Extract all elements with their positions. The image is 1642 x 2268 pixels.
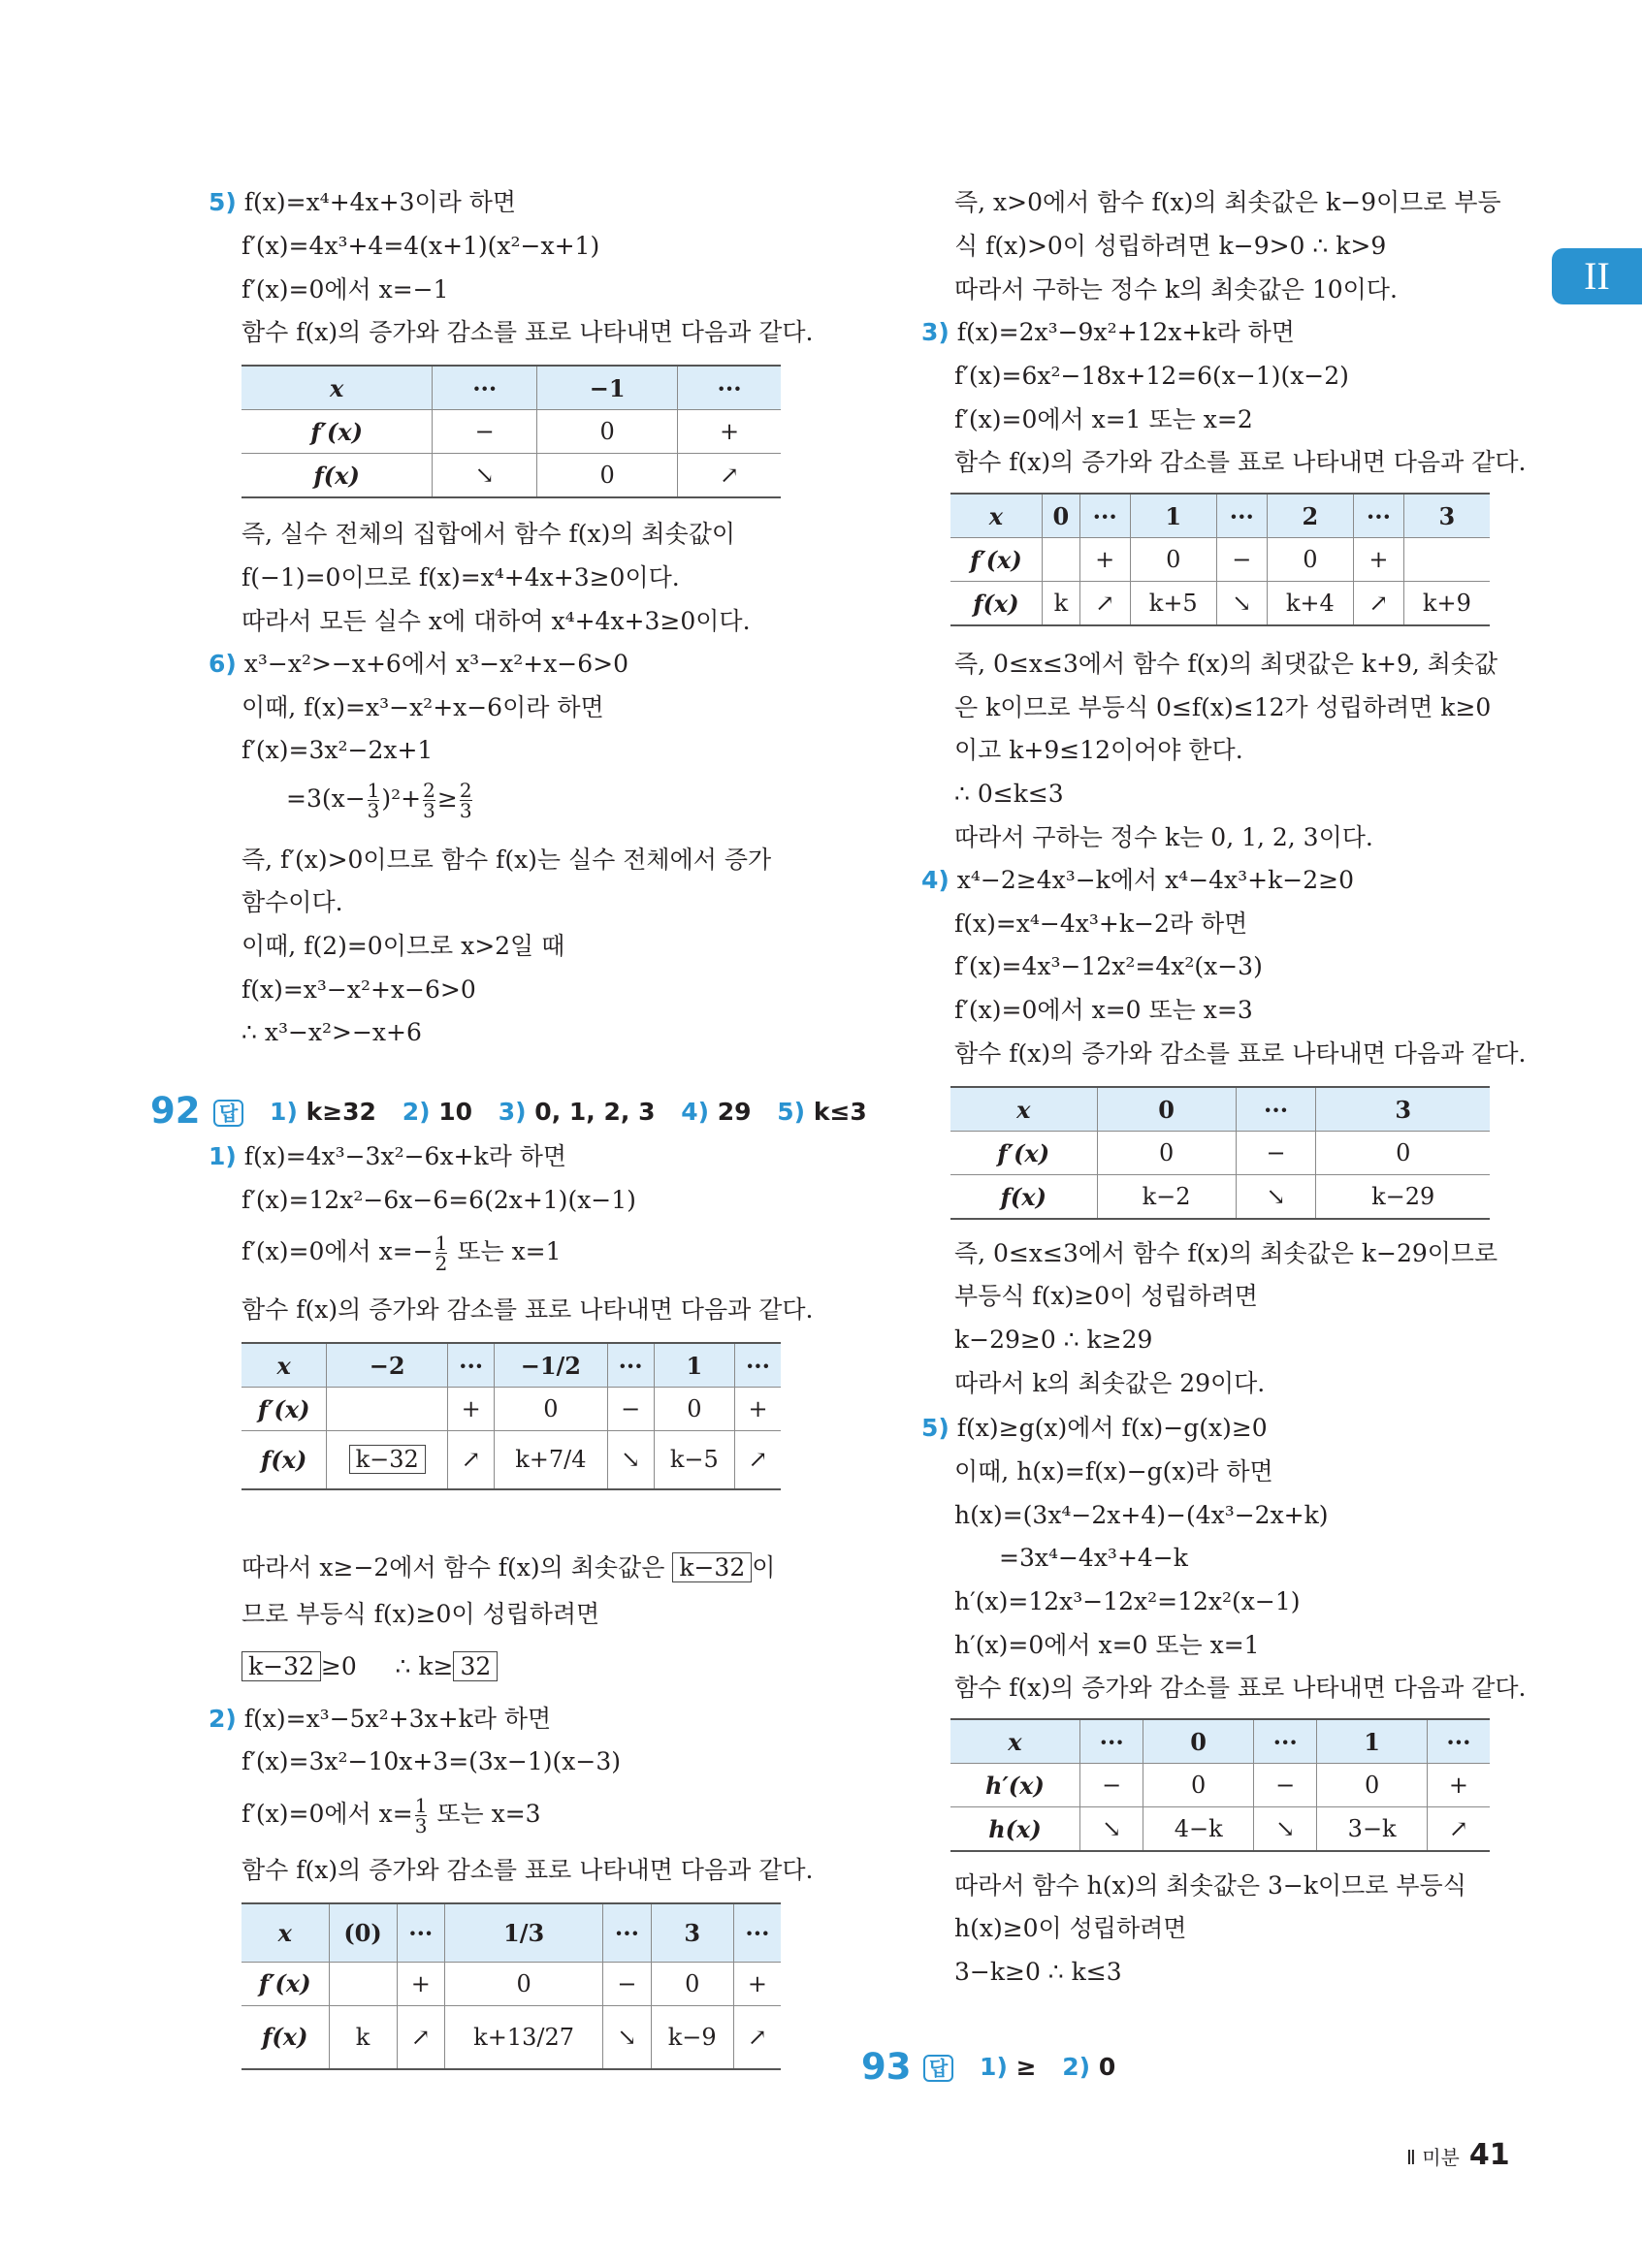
- line: f′(x)=4x³−12x²=4x²(x−3): [954, 952, 1263, 980]
- line: 따라서 함수 h(x)의 최솟값은 3−k이므로 부등식: [954, 1871, 1466, 1900]
- table-cell: −: [607, 1388, 654, 1431]
- line: 즉, 0≤x≤3에서 함수 f(x)의 최댓값은 k+9, 최솟값: [954, 650, 1498, 678]
- table-cell: 3−k: [1317, 1807, 1427, 1852]
- table-cell: x: [241, 1343, 327, 1388]
- table-cell: ↘: [433, 454, 537, 498]
- table-cell: ↘: [603, 2005, 651, 2069]
- line: ∴ x³−x²>−x+6: [241, 1018, 422, 1046]
- line: f′(x)=3x²−10x+3=(3x−1)(x−3): [241, 1747, 621, 1775]
- line: x³−x²>−x+6에서 x³−x²+x−6>0: [243, 650, 629, 678]
- table-cell: (0): [329, 1903, 397, 1962]
- line: f′(x)=0에서 x=1 또는 x=2: [954, 405, 1253, 433]
- table-cell: 0: [537, 454, 678, 498]
- table-cell: +: [1079, 538, 1130, 582]
- table-cell: −2: [327, 1343, 448, 1388]
- line: f′(x)=0에서 x=0 또는 x=3: [954, 996, 1253, 1024]
- line: 함수 f(x)의 증가와 감소를 표로 나타내면 다음과 같다.: [241, 1295, 814, 1324]
- table-cell: 0: [1097, 1132, 1236, 1175]
- table-cell: 3: [1403, 494, 1490, 538]
- line: 따라서 모든 실수 x에 대하여 x⁴+4x+3≥0이다.: [241, 607, 751, 635]
- variation-table-92-5: [950, 1718, 1490, 1852]
- line: 이때, h(x)=f(x)−g(x)라 하면: [954, 1457, 1273, 1485]
- table-cell: k+13/27: [444, 2005, 602, 2069]
- table-cell: f′(x): [241, 410, 433, 454]
- table-cell: ↘: [607, 1431, 654, 1489]
- line: 함수 f(x)의 증가와 감소를 표로 나타내면 다음과 같다.: [954, 1674, 1527, 1702]
- table-cell: ↘: [1253, 1807, 1317, 1852]
- problem-6: [209, 648, 628, 681]
- problem-92-4: 4) x⁴−2≥4x³−k에서 x⁴−4x³+k−2≥0: [921, 866, 1354, 894]
- line: =3x⁴−4x³+4−k: [999, 1544, 1188, 1572]
- table-cell: −: [1216, 538, 1267, 582]
- table-cell: ↘: [1079, 1807, 1143, 1852]
- table-cell: 1/3: [444, 1903, 602, 1962]
- footer-section: Ⅱ 미분: [1406, 2146, 1460, 2169]
- chapter-tab: II: [1552, 248, 1642, 304]
- table-cell: ···: [1354, 494, 1404, 538]
- table-cell: k: [329, 2005, 397, 2069]
- table-cell: 0: [651, 1962, 733, 2005]
- table-cell: ···: [1079, 1719, 1143, 1764]
- table-cell: ↗: [448, 1431, 495, 1489]
- table-cell: 1: [654, 1343, 734, 1388]
- table-cell: k−9: [651, 2005, 733, 2069]
- section-number-93: 93: [861, 2046, 912, 2088]
- table-cell: ↗: [1079, 582, 1130, 626]
- line: 함수 f(x)의 증가와 감소를 표로 나타내면 다음과 같다.: [954, 1039, 1527, 1068]
- table-cell: x: [241, 1903, 329, 1962]
- table-cell: 3: [1316, 1087, 1490, 1132]
- line: f′(x)=0에서 x=− $\frac{1}{2}$ 또는 x=1: [241, 1231, 562, 1275]
- table-cell: +: [734, 1388, 781, 1431]
- table-cell: [329, 1962, 397, 2005]
- line: ∴ 0≤k≤3: [954, 780, 1064, 808]
- table-cell: k+7/4: [495, 1431, 607, 1489]
- table-cell: k+9: [1403, 582, 1490, 626]
- answer-tag: 답: [923, 2055, 953, 2082]
- line: f(−1)=0이므로 f(x)=x⁴+4x+3≥0이다.: [241, 563, 680, 591]
- table-cell: k−29: [1316, 1175, 1490, 1220]
- table-cell: f(x): [241, 1431, 327, 1489]
- problem-5: [209, 186, 516, 219]
- table-cell: f′(x): [241, 1962, 329, 2005]
- table-cell: ···: [733, 1903, 781, 1962]
- problem-label: 6): [209, 650, 237, 678]
- line: f(x)=x⁴+4x+3이라 하면: [243, 188, 517, 216]
- line: k−32 ≥0 ∴ k≥ 32: [241, 1650, 498, 1683]
- table-cell: 0: [1097, 1087, 1236, 1132]
- line: 함수 f(x)의 증가와 감소를 표로 나타내면 다음과 같다.: [241, 318, 814, 346]
- table-cell: −1/2: [495, 1343, 607, 1388]
- variation-table-92-1: [241, 1342, 781, 1490]
- table-cell: k−5: [654, 1431, 734, 1489]
- table-cell: −: [603, 1962, 651, 2005]
- variation-table-92-4: [950, 1086, 1490, 1220]
- table-cell: f′(x): [950, 538, 1042, 582]
- table-cell: −1: [537, 366, 678, 410]
- table-cell: ···: [433, 366, 537, 410]
- table-cell: [1403, 538, 1490, 582]
- table-cell: 0: [537, 410, 678, 454]
- table-cell: ↗: [397, 2005, 444, 2069]
- table-cell: k−2: [1097, 1175, 1236, 1220]
- line: h′(x)=0에서 x=0 또는 x=1: [954, 1631, 1260, 1659]
- table-cell: +: [448, 1388, 495, 1431]
- table-cell: 0: [1143, 1764, 1253, 1807]
- line: f′(x)=3x²−2x+1: [241, 736, 434, 764]
- table-cell: k+5: [1130, 582, 1216, 626]
- line: 즉, 실수 전체의 집합에서 함수 f(x)의 최솟값이: [241, 520, 736, 548]
- table-cell: ↘: [1236, 1175, 1316, 1220]
- problem-92-5: 5) f(x)≥g(x)에서 f(x)−g(x)≥0: [921, 1414, 1268, 1442]
- table-cell: h′(x): [950, 1764, 1079, 1807]
- table-cell: ···: [448, 1343, 495, 1388]
- problem-label: 3): [921, 318, 950, 346]
- table-cell: f(x): [241, 454, 433, 498]
- variation-table-92-3: [950, 493, 1490, 626]
- problem-label: 2): [209, 1705, 237, 1733]
- line: 따라서 구하는 정수 k는 0, 1, 2, 3이다.: [954, 823, 1373, 851]
- table-cell: 0: [444, 1962, 602, 2005]
- table-cell: −: [433, 410, 537, 454]
- line: 이때, f(x)=x³−x²+x−6이라 하면: [241, 693, 604, 721]
- table-cell: 0: [1042, 494, 1079, 538]
- line: f′(x)=0에서 x=−1: [241, 275, 449, 303]
- table-cell: x: [241, 366, 433, 410]
- table-cell: ↗: [733, 2005, 781, 2069]
- table-cell: ↗: [734, 1431, 781, 1489]
- line: 따라서 구하는 정수 k의 최솟값은 10이다.: [954, 275, 1398, 303]
- table-cell: ···: [397, 1903, 444, 1962]
- table-cell: x: [950, 494, 1042, 538]
- answer-line-92: 답 1) k≥32 2) 10 3) 0, 1, 2, 3 4) 29 5) k≤3: [213, 1096, 867, 1129]
- table-cell: k−32: [327, 1431, 448, 1489]
- table-cell: ···: [1079, 494, 1130, 538]
- section-number-92: 92: [150, 1090, 201, 1132]
- line: 이고 k+9≤12이어야 한다.: [954, 736, 1243, 764]
- table-cell: 1: [1317, 1719, 1427, 1764]
- table-cell: 0: [1316, 1132, 1490, 1175]
- line: 므로 부등식 f(x)≥0이 성립하려면: [241, 1600, 600, 1628]
- table-cell: 0: [1267, 538, 1353, 582]
- table-cell: 2: [1267, 494, 1353, 538]
- line: h(x)≥0이 성립하려면: [954, 1914, 1187, 1942]
- table-cell: ↗: [1427, 1807, 1490, 1852]
- line: 은 k이므로 부등식 0≤f(x)≤12가 성립하려면 k≥0: [954, 693, 1492, 721]
- line: f(x)=x³−x²+x−6>0: [241, 975, 476, 1004]
- table-cell: ↗: [1354, 582, 1404, 626]
- table-cell: x: [950, 1719, 1079, 1764]
- table-cell: +: [678, 410, 781, 454]
- line: k−29≥0 ∴ k≥29: [954, 1326, 1153, 1354]
- table-cell: x: [950, 1087, 1097, 1132]
- table-cell: k+4: [1267, 582, 1353, 626]
- line: 3−k≥0 ∴ k≤3: [954, 1958, 1122, 1986]
- table-cell: ↗: [678, 454, 781, 498]
- table-cell: ···: [1427, 1719, 1490, 1764]
- line: f′(x)=6x²−18x+12=6(x−1)(x−2): [954, 362, 1349, 390]
- table-cell: [1042, 538, 1079, 582]
- table-cell: 0: [1317, 1764, 1427, 1807]
- line: 즉, 0≤x≤3에서 함수 f(x)의 최솟값은 k−29이므로: [954, 1239, 1498, 1267]
- line: 따라서 k의 최솟값은 29이다.: [954, 1369, 1266, 1397]
- line: f(x)=x⁴−4x³+k−2라 하면: [954, 910, 1248, 938]
- table-cell: 1: [1130, 494, 1216, 538]
- table-cell: −: [1079, 1764, 1143, 1807]
- line: 이때, f(2)=0이므로 x>2일 때: [241, 932, 565, 960]
- table-cell: 0: [654, 1388, 734, 1431]
- table-cell: 0: [1143, 1719, 1253, 1764]
- table-cell: f′(x): [950, 1132, 1097, 1175]
- problem-label: 1): [209, 1142, 237, 1170]
- table-cell: ···: [1236, 1087, 1316, 1132]
- problem-label: 5): [921, 1414, 950, 1442]
- table-cell: −: [1236, 1132, 1316, 1175]
- page-footer: [1406, 2138, 1510, 2172]
- line: 즉, f′(x)>0이므로 함수 f(x)는 실수 전체에서 증가: [241, 846, 772, 874]
- table-cell: ···: [1253, 1719, 1317, 1764]
- table-cell: 0: [495, 1388, 607, 1431]
- equation: =3(x− $\frac{1}{3}$ )²+ $\frac{2}{3}$ ≥ $\frac{2}{3}$: [286, 779, 472, 822]
- variation-table-5: [241, 365, 781, 498]
- answer-line-93: 답 1) ≥ 2) 0: [923, 2051, 1115, 2084]
- table-cell: f′(x): [241, 1388, 327, 1431]
- table-cell: h(x): [950, 1807, 1079, 1852]
- problem-label: 4): [921, 866, 950, 894]
- line: h(x)=(3x⁴−2x+4)−(4x³−2x+k): [954, 1501, 1329, 1529]
- problem-92-2: 2) f(x)=x³−5x²+3x+k라 하면: [209, 1705, 552, 1733]
- line: f′(x)=12x²−6x−6=6(2x+1)(x−1): [241, 1186, 636, 1214]
- table-cell: k: [1042, 582, 1079, 626]
- table-cell: 0: [1130, 538, 1216, 582]
- table-cell: 3: [651, 1903, 733, 1962]
- line: 함수 f(x)의 증가와 감소를 표로 나타내면 다음과 같다.: [954, 448, 1527, 476]
- line: 함수이다.: [241, 888, 343, 916]
- table-cell: −: [1253, 1764, 1317, 1807]
- table-cell: ↘: [1216, 582, 1267, 626]
- table-cell: f(x): [950, 1175, 1097, 1220]
- line: 식 f(x)>0이 성립하려면 k−9>0 ∴ k>9: [954, 232, 1387, 260]
- line: 부등식 f(x)≥0이 성립하려면: [954, 1282, 1258, 1310]
- line: h′(x)=12x³−12x²=12x²(x−1): [954, 1587, 1301, 1615]
- line: f′(x)=0에서 x= $\frac{1}{3}$ 또는 x=3: [241, 1794, 541, 1837]
- line: f′(x)=4x³+4=4(x+1)(x²−x+1): [241, 232, 600, 260]
- table-cell: +: [1427, 1764, 1490, 1807]
- table-cell: ···: [607, 1343, 654, 1388]
- problem-92-1: 1) f(x)=4x³−3x²−6x+k라 하면: [209, 1142, 567, 1170]
- line: 즉, x>0에서 함수 f(x)의 최솟값은 k−9이므로 부등: [954, 188, 1501, 216]
- table-cell: f(x): [241, 2005, 329, 2069]
- variation-table-92-2: [241, 1902, 781, 2070]
- table-cell: +: [1354, 538, 1404, 582]
- table-cell: 4−k: [1143, 1807, 1253, 1852]
- page-number: 41: [1468, 2138, 1510, 2172]
- line: 따라서 x≥−2에서 함수 f(x)의 최솟값은 k−32 이: [241, 1553, 776, 1581]
- table-cell: [327, 1388, 448, 1431]
- table-cell: +: [397, 1962, 444, 2005]
- problem-92-3: 3) f(x)=2x³−9x²+12x+k라 하면: [921, 318, 1295, 346]
- table-cell: ···: [1216, 494, 1267, 538]
- table-cell: f(x): [950, 582, 1042, 626]
- table-cell: ···: [678, 366, 781, 410]
- answer-tag: 답: [213, 1100, 243, 1127]
- table-cell: +: [733, 1962, 781, 2005]
- problem-label: 5): [209, 188, 237, 216]
- table-cell: ···: [734, 1343, 781, 1388]
- line: 함수 f(x)의 증가와 감소를 표로 나타내면 다음과 같다.: [241, 1856, 814, 1884]
- table-cell: ···: [603, 1903, 651, 1962]
